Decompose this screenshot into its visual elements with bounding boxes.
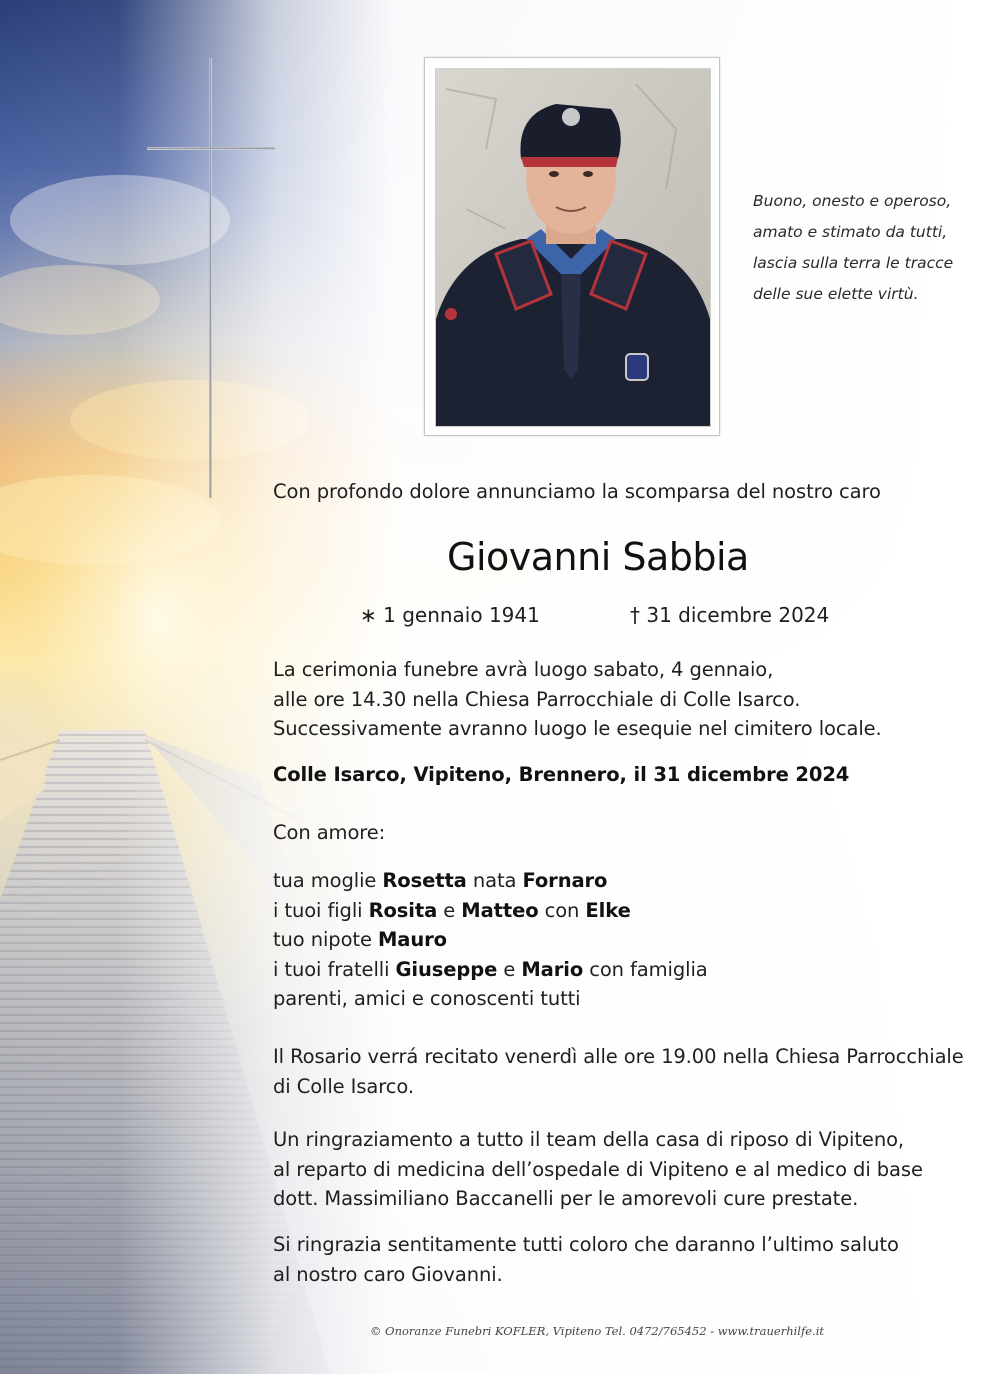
final-line: Si ringrazia sentitamente tutti coloro che daranno l’ultimo saluto [273,1233,899,1256]
family-line-siblings: i tuoi fratelli Giuseppe e Mario con famiglia [273,957,708,981]
family-line-wife: tua moglie Rosetta nata Fornaro [273,869,608,892]
rosary-line: di Colle Isarco. [273,1074,414,1098]
family-name: Matteo [461,898,539,922]
family-name: Mauro [377,928,447,951]
quote-line: amato e stimato da tutti, [753,223,948,241]
final-line: al nostro caro Giovanni. [273,1262,503,1286]
ceremony-line: alle ore 14.30 nella Chiesa Parrocchiale di Colle Isarco. [273,687,801,711]
cross-vertical-bar [209,58,212,498]
family-name: Fornaro [522,869,608,892]
quote-line: Buono, onesto e operoso, [753,192,952,210]
family-name: Rosetta [382,869,467,892]
thanks-line: Un ringraziamento a tutto il team della casa di riposo di Vipiteno, [273,1128,905,1151]
announcement-intro: Con profondo dolore annunciamo la scomparsa del nostro caro [273,480,881,503]
funeral-home-footer: © Onoranze Funebri KOFLER, Vipiteno Tel. 0472/765452 - www.trauerhilfe.it [370,1324,825,1338]
quote-line: lascia sulla terra le tracce [753,254,954,272]
rosary-info [273,1042,964,1101]
family-line-grandchild: tuo nipote Mauro [273,928,447,951]
ceremony-line: Successivamente avranno luogo le esequie nel cimitero locale. [273,717,882,740]
rosary-line: Il Rosario verrá recitato venerdì alle ore 19.00 nella Chiesa Parrocchiale [273,1045,964,1068]
place-and-date: Colle Isarco, Vipiteno, Brennero, il 31 dicembre 2024 [273,763,850,786]
memorial-quote [753,186,968,310]
ceremony-line: La cerimonia funebre avrà luogo sabato, 4 gennaio, [273,658,774,681]
family-line-children: i tuoi figli Rosita e Matteo con Elke [273,898,631,922]
family-name: Elke [585,898,631,922]
family-name: Mario [521,957,584,981]
family-line-others: parenti, amici e conoscenti tutti [273,987,581,1010]
with-love-heading: Con amore: [273,821,386,844]
family-name: Rosita [368,898,438,922]
ceremony-info [273,655,882,744]
portrait-photo-frame [424,57,720,436]
thanks-info [273,1125,923,1214]
portrait-photo [435,68,711,427]
thanks-line: dott. Massimiliano Baccanelli per le amorevoli cure prestate. [273,1187,859,1210]
death-date: † 31 dicembre 2024 [630,603,830,627]
thanks-line: al reparto di medicina dell’ospedale di Vipiteno e al medico di base [273,1157,923,1181]
family-list [273,866,708,1014]
final-thanks [273,1230,899,1289]
cross-horizontal-bar [147,147,275,150]
deceased-name: Giovanni Sabbia [447,535,749,579]
family-name: Giuseppe [395,957,498,981]
quote-line: delle sue elette virtù. [753,285,919,303]
birth-date: ∗ 1 gennaio 1941 [360,603,540,627]
